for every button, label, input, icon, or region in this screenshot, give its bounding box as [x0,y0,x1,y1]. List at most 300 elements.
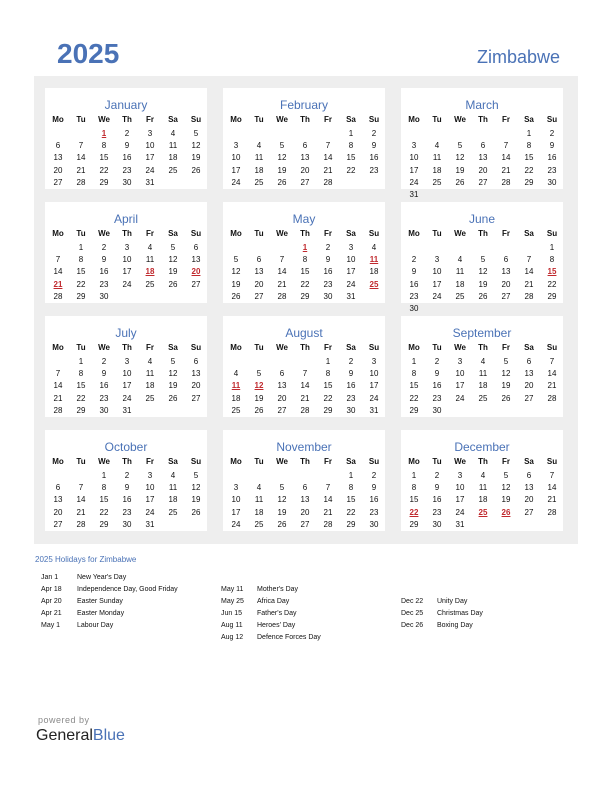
weekday-label: Fr [324,115,332,124]
day-cell: 18 [254,165,264,175]
day-cell: 4 [457,255,463,265]
day-cell: 31 [145,519,155,529]
weekday-label: We [276,457,288,466]
day-cell: 15 [409,381,419,391]
day-cell: 18 [231,393,241,403]
weekday-label: Th [478,457,488,466]
day-cell: 13 [524,483,534,493]
day-cell: 19 [277,165,287,175]
day-cell: 12 [191,141,201,151]
day-cell: 31 [369,405,379,415]
day-cell: 27 [254,291,264,301]
holiday-date: Dec 25 [401,610,424,617]
day-cell: 13 [300,495,310,505]
day-cell: 17 [346,267,356,277]
day-cell: 20 [300,165,310,175]
weekday-label: Th [300,343,310,352]
day-cell: 25 [145,279,155,289]
day-cell: 12 [455,153,465,163]
holiday-day-cell: 25 [369,279,379,289]
day-cell: 28 [53,291,63,301]
day-cell: 20 [53,165,63,175]
day-cell: 17 [231,165,241,175]
day-cell: 28 [547,393,557,403]
weekday-label: Fr [146,457,154,466]
powered-by-text: powered by [38,715,90,725]
day-cell: 17 [122,381,132,391]
day-cell: 10 [455,369,465,379]
day-cell: 19 [191,495,201,505]
weekday-label: Th [122,343,132,352]
day-cell: 3 [147,471,153,480]
day-cell: 24 [455,393,465,403]
day-cell: 26 [191,507,201,517]
day-cell: 21 [547,381,557,391]
day-cell: 12 [168,369,178,379]
day-cell: 22 [300,279,310,289]
weekday-label: Sa [168,457,178,466]
holiday-name: Boxing Day [437,622,473,629]
day-cell: 17 [231,507,241,517]
weekday-label: Sa [346,115,356,124]
day-cell: 24 [409,177,419,187]
month-june [401,202,563,313]
weekday-label: Su [546,229,558,238]
day-cell: 24 [231,177,241,187]
day-cell: 3 [147,129,153,138]
day-cell: 11 [455,267,465,277]
day-cell: 2 [124,129,130,138]
day-cell: 24 [432,291,442,301]
day-cell: 8 [549,255,555,265]
weekday-label: Tu [76,343,86,352]
day-cell: 19 [501,381,511,391]
day-cell: 11 [478,369,488,379]
day-cell: 25 [254,177,264,187]
weekday-label: Su [368,457,380,466]
day-cell: 14 [323,153,333,163]
day-cell: 28 [323,519,333,529]
day-cell: 26 [168,393,178,403]
holiday-date: Apr 20 [41,598,62,605]
day-cell: 9 [101,369,107,379]
weekday-label: Tu [432,343,442,352]
day-cell: 9 [434,369,440,379]
holiday-date: Aug 12 [221,634,244,641]
day-cell: 31 [145,177,155,187]
day-cell: 6 [526,357,532,366]
month-name: December [454,440,510,454]
day-cell: 30 [409,304,419,313]
weekday-label: Mo [52,457,64,466]
day-cell: 22 [76,279,86,289]
day-cell: 16 [122,495,132,505]
day-cell: 15 [76,267,86,277]
day-cell: 19 [501,495,511,505]
day-cell: 24 [145,507,155,517]
day-cell: 23 [432,393,442,403]
day-cell: 20 [478,165,488,175]
day-cell: 20 [277,393,287,403]
holiday-day-cell: 12 [254,381,264,391]
day-cell: 30 [122,519,132,529]
day-cell: 16 [369,153,379,163]
weekday-label: Fr [146,343,154,352]
day-cell: 10 [231,495,241,505]
day-cell: 30 [122,177,132,187]
day-cell: 3 [371,357,377,366]
weekday-label: Su [368,115,380,124]
day-cell: 29 [346,519,356,529]
day-cell: 15 [99,495,109,505]
day-cell: 9 [325,255,331,265]
day-cell: 2 [124,471,130,480]
day-cell: 19 [191,153,201,163]
day-cell: 7 [549,357,555,366]
holiday-date: Dec 22 [401,598,424,605]
day-cell: 4 [434,141,440,151]
day-cell: 11 [168,141,178,151]
day-cell: 8 [411,369,417,379]
holiday-name: Africa Day [257,598,290,605]
weekday-label: We [98,115,110,124]
day-cell: 5 [170,357,176,366]
month-name: November [276,440,332,454]
holiday-name: Unity Day [437,598,468,605]
month-name: January [104,98,148,112]
weekday-label: Tu [76,229,86,238]
weekday-label: We [98,229,110,238]
holiday-entry [41,622,178,634]
month-name: February [279,98,329,112]
day-cell: 14 [76,153,86,163]
day-cell: 4 [371,243,377,252]
weekday-label: Fr [324,343,332,352]
day-cell: 31 [455,519,465,529]
day-cell: 25 [478,393,488,403]
weekday-label: Sa [346,457,356,466]
day-cell: 29 [547,291,557,301]
day-cell: 13 [524,369,534,379]
month-name: August [285,326,323,340]
day-cell: 5 [193,471,199,480]
day-cell: 21 [501,165,511,175]
weekday-label: Th [122,457,132,466]
day-cell: 22 [547,279,557,289]
holiday-entry [41,586,178,598]
day-cell: 11 [254,153,264,163]
day-cell: 8 [348,483,354,493]
day-cell: 17 [145,495,155,505]
day-cell: 16 [432,381,442,391]
day-cell: 22 [99,507,109,517]
day-cell: 29 [99,177,109,187]
day-cell: 23 [99,393,109,403]
day-cell: 7 [279,255,285,265]
day-cell: 30 [99,405,109,415]
day-cell: 17 [409,165,419,175]
day-cell: 1 [78,357,84,366]
holiday-day-cell: 1 [101,129,107,138]
day-cell: 15 [99,153,109,163]
month-november [223,430,385,531]
holiday-entry [41,610,178,622]
day-cell: 28 [323,177,333,187]
day-cell: 31 [409,190,419,199]
day-cell: 27 [478,177,488,187]
month-march [401,88,563,199]
day-cell: 1 [348,129,354,138]
day-cell: 1 [411,471,417,480]
weekday-label: Mo [230,115,242,124]
day-cell: 29 [76,291,86,301]
weekday-label: We [454,115,466,124]
day-cell: 23 [409,291,419,301]
day-cell: 12 [501,369,511,379]
holiday-name: Heroes' Day [257,622,296,629]
day-cell: 18 [145,381,155,391]
day-cell: 16 [99,381,109,391]
day-cell: 29 [409,405,419,415]
day-cell: 3 [457,471,463,480]
holiday-date: Dec 26 [401,622,424,629]
day-cell: 1 [549,243,555,252]
weekday-label: We [454,343,466,352]
day-cell: 21 [547,495,557,505]
day-cell: 16 [369,495,379,505]
day-cell: 12 [501,483,511,493]
day-cell: 25 [432,177,442,187]
day-cell: 6 [279,369,285,379]
day-cell: 28 [547,507,557,517]
weekday-label: Th [300,229,310,238]
weekday-label: Th [300,457,310,466]
day-cell: 9 [101,255,107,265]
day-cell: 5 [503,471,509,480]
day-cell: 10 [231,153,241,163]
day-cell: 3 [124,357,130,366]
weekday-label: Tu [432,457,442,466]
day-cell: 8 [411,483,417,493]
day-cell: 3 [348,243,354,252]
day-cell: 14 [53,267,63,277]
holiday-name: Father's Day [257,610,297,617]
day-cell: 30 [99,291,109,301]
day-cell: 14 [547,483,557,493]
day-cell: 13 [478,153,488,163]
day-cell: 17 [455,381,465,391]
day-cell: 2 [371,471,377,480]
weekday-label: Th [478,115,488,124]
day-cell: 27 [53,519,63,529]
day-cell: 23 [122,507,132,517]
month-september [401,316,563,417]
day-cell: 1 [526,129,532,138]
weekday-label: Sa [524,343,534,352]
country-title: Zimbabwe [476,47,560,67]
day-cell: 27 [300,519,310,529]
holiday-entry [221,586,321,598]
holiday-date: Jan 1 [41,574,59,581]
day-cell: 5 [256,369,262,379]
day-cell: 6 [503,255,509,265]
weekday-label: Mo [52,343,64,352]
day-cell: 26 [168,279,178,289]
day-cell: 9 [371,141,377,151]
day-cell: 6 [256,255,262,265]
day-cell: 25 [231,405,241,415]
day-cell: 14 [300,381,310,391]
brand-logo[interactable] [36,727,125,745]
weekday-label: Mo [408,343,420,352]
day-cell: 24 [122,279,132,289]
day-cell: 27 [524,393,534,403]
day-cell: 21 [323,507,333,517]
day-cell: 18 [369,267,379,277]
day-cell: 21 [76,165,86,175]
month-january [45,88,207,189]
day-cell: 6 [55,141,61,151]
day-cell: 29 [99,519,109,529]
month-name: September [452,326,512,340]
day-cell: 23 [346,393,356,403]
holiday-column [401,598,483,634]
day-cell: 9 [434,483,440,493]
day-cell: 23 [323,279,333,289]
weekday-label: Tu [432,115,442,124]
day-cell: 20 [53,507,63,517]
day-cell: 7 [526,255,532,265]
day-cell: 19 [478,279,488,289]
holiday-date: May 25 [221,598,244,605]
weekday-label: Su [546,457,558,466]
day-cell: 19 [168,267,178,277]
day-cell: 15 [300,267,310,277]
day-cell: 14 [501,153,511,163]
day-cell: 5 [503,357,509,366]
day-cell: 23 [369,507,379,517]
day-cell: 11 [145,255,155,265]
day-cell: 28 [76,177,86,187]
day-cell: 10 [455,483,465,493]
day-cell: 4 [256,483,262,493]
day-cell: 24 [455,507,465,517]
day-cell: 14 [53,381,63,391]
day-cell: 10 [145,141,155,151]
day-cell: 2 [325,243,331,252]
day-cell: 4 [480,357,486,366]
day-cell: 2 [434,471,440,480]
day-cell: 6 [193,357,199,366]
weekday-label: Sa [524,457,534,466]
weekday-label: Mo [408,229,420,238]
weekday-label: Sa [168,115,178,124]
day-cell: 30 [547,177,557,187]
day-cell: 20 [501,279,511,289]
day-cell: 24 [369,393,379,403]
holiday-day-cell: 26 [501,507,511,517]
day-cell: 6 [302,483,308,493]
weekday-label: Su [190,229,202,238]
holiday-entry [221,622,321,634]
year-title: 2025 [57,38,120,69]
day-cell: 1 [101,471,107,480]
holiday-day-cell: 22 [409,507,419,517]
weekday-label: Sa [524,115,534,124]
day-cell: 10 [346,255,356,265]
day-cell: 20 [524,495,534,505]
weekday-label: Fr [502,229,510,238]
weekday-label: Mo [230,343,242,352]
day-cell: 28 [53,405,63,415]
weekday-label: Th [122,229,132,238]
day-cell: 5 [279,141,285,151]
weekday-label: Fr [324,229,332,238]
day-cell: 2 [348,357,354,366]
day-cell: 17 [455,495,465,505]
day-cell: 19 [277,507,287,517]
day-cell: 18 [254,507,264,517]
holiday-day-cell: 11 [231,381,241,391]
day-cell: 20 [524,381,534,391]
day-cell: 17 [145,153,155,163]
day-cell: 14 [323,495,333,505]
day-cell: 11 [168,483,178,493]
day-cell: 6 [302,141,308,151]
holiday-name: Easter Sunday [77,598,123,605]
day-cell: 26 [455,177,465,187]
holiday-entry [401,610,483,622]
weekday-label: Su [546,343,558,352]
day-cell: 24 [346,279,356,289]
day-cell: 18 [455,279,465,289]
weekday-label: Th [300,115,310,124]
day-cell: 8 [302,255,308,265]
month-name: May [292,212,316,226]
month-name: October [104,440,148,454]
day-cell: 29 [409,519,419,529]
weekday-label: We [454,229,466,238]
weekday-label: Mo [408,115,420,124]
day-cell: 10 [432,267,442,277]
day-cell: 15 [323,381,333,391]
day-cell: 1 [348,471,354,480]
day-cell: 30 [369,519,379,529]
day-cell: 2 [434,357,440,366]
month-april [45,202,207,303]
weekday-label: Th [122,115,132,124]
day-cell: 16 [323,267,333,277]
day-cell: 6 [480,141,486,151]
day-cell: 28 [277,291,287,301]
day-cell: 10 [122,369,132,379]
month-may [223,202,385,303]
day-cell: 19 [455,165,465,175]
weekday-label: Su [368,343,380,352]
holiday-name: Labour Day [77,622,114,629]
day-cell: 20 [254,279,264,289]
day-cell: 10 [122,255,132,265]
day-cell: 13 [501,267,511,277]
day-cell: 28 [76,519,86,529]
weekday-label: Sa [524,229,534,238]
day-cell: 23 [122,165,132,175]
holiday-day-cell: 18 [145,267,155,277]
day-cell: 7 [325,141,331,151]
day-cell: 9 [371,483,377,493]
holiday-name: Mother's Day [257,586,299,593]
day-cell: 2 [411,255,417,265]
